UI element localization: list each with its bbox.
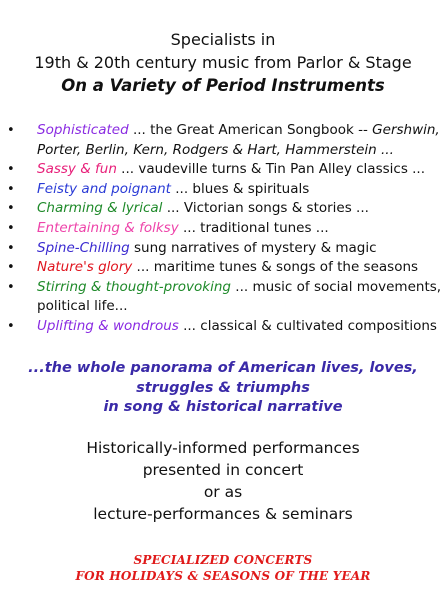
specialized-concerts — [0, 552, 446, 584]
repertoire-list — [0, 121, 446, 337]
bullet-icon: • — [7, 279, 15, 295]
item-text: ... maritime tunes & songs of the seasons — [132, 259, 419, 276]
header — [0, 28, 446, 97]
item-text: ... classical & cultivated compositions — [178, 317, 437, 334]
bullet-icon: • — [7, 240, 15, 256]
performances-statement — [0, 437, 446, 525]
item-emphasis: Gershwin, — [372, 122, 440, 138]
panorama-line: in song & historical narrative — [103, 399, 343, 415]
panorama-statement — [0, 359, 446, 418]
panorama-line: ...the whole panorama of American lives, loves, — [28, 360, 418, 376]
item-text: ... vaudeville turns & Tin Pan Alley classics ... — [116, 161, 426, 178]
bullet-icon: • — [7, 260, 15, 276]
bullet-icon: • — [7, 181, 15, 197]
item-text: ... traditional tunes ... — [178, 219, 329, 236]
item-highlight: Nature's glory — [37, 259, 133, 276]
bullet-icon: • — [7, 318, 15, 334]
specialized-line: FOR HOLIDAYS & SEASONS OF THE YEAR — [75, 569, 371, 583]
list-item — [0, 317, 446, 337]
header-century-music: 19th & 20th century music from Parlor & Stage — [34, 53, 412, 72]
item-text: sung narratives of mystery & magic — [129, 239, 377, 256]
performances-line: or as — [203, 483, 243, 501]
list-item — [0, 239, 446, 259]
item-continuation: Porter, Berlin, Kern, Rodgers & Hart, Hammerstein ... — [37, 141, 394, 158]
bullet-icon: • — [7, 201, 15, 217]
bullet-icon: • — [7, 123, 15, 138]
list-item — [0, 199, 446, 219]
performances-line: presented in concert — [142, 461, 304, 479]
item-highlight: Sophisticated — [37, 122, 129, 138]
item-highlight: Stirring & thought-provoking — [37, 278, 231, 295]
item-text: ... music of social movements, — [230, 278, 442, 295]
bullet-icon: • — [7, 162, 15, 178]
item-highlight: Uplifting & wondrous — [37, 317, 179, 334]
panorama-line: struggles & triumphs — [136, 379, 310, 396]
header-specialists: Specialists in — [170, 30, 276, 49]
list-item — [0, 219, 446, 239]
item-text: ... Victorian songs & stories ... — [162, 200, 369, 217]
item-text: ... the Great American Songbook -- — [128, 122, 373, 138]
list-item — [0, 258, 446, 278]
bullet-icon: • — [7, 220, 15, 236]
performances-line: lecture-performances & seminars — [93, 505, 353, 523]
performances-line: Historically-informed performances — [86, 439, 360, 457]
specialized-line: SPECIALIZED CONCERTS — [133, 553, 313, 567]
item-continuation: political life... — [37, 298, 128, 315]
item-highlight: Spine-Chilling — [37, 239, 130, 256]
item-highlight: Feisty and poignant — [37, 180, 171, 197]
item-text: ... blues & spirituals — [170, 180, 310, 197]
item-highlight: Sassy & fun — [37, 161, 117, 178]
list-item — [0, 121, 446, 160]
header-instruments: On a Variety of Period Instruments — [61, 76, 385, 95]
list-item — [0, 278, 446, 317]
list-item — [0, 180, 446, 200]
list-item — [0, 160, 446, 180]
item-highlight: Entertaining & folksy — [37, 219, 179, 236]
item-highlight: Charming & lyrical — [37, 200, 163, 217]
